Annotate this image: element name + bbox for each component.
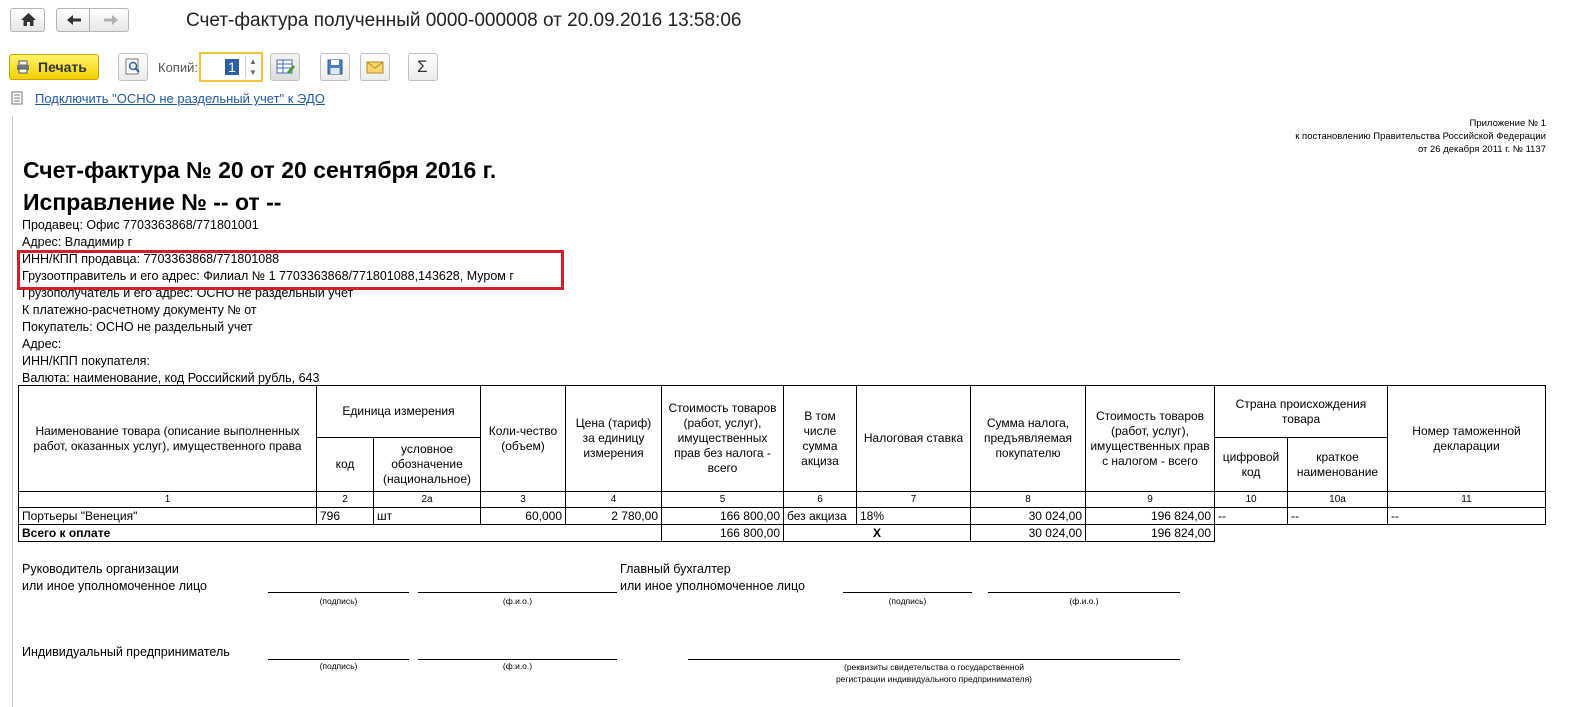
row-price: 2 780,00 xyxy=(566,508,662,525)
total-x: X xyxy=(784,525,971,542)
row-name: Портьеры "Венеция" xyxy=(19,508,317,525)
header-excise: В том числе сумма акциза xyxy=(784,386,857,492)
fio-line xyxy=(988,592,1180,593)
invoice-details xyxy=(22,217,514,387)
header-unit: Единица измерения xyxy=(317,386,481,438)
buyer-inn-line: ИНН/КПП покупателя: xyxy=(22,354,150,368)
column-number: 11 xyxy=(1388,492,1546,508)
arrow-right-icon xyxy=(90,9,130,31)
column-number: 4 xyxy=(566,492,662,508)
header-name: Наименование товара (описание выполненных работ, оказанных услуг), имущественного права xyxy=(19,386,317,492)
header-country-code: цифровой код xyxy=(1215,438,1288,492)
table-edit-icon xyxy=(271,54,299,80)
header-unit-code: код xyxy=(317,438,374,492)
fio-line xyxy=(418,592,617,593)
row-total: 196 824,00 xyxy=(1086,508,1215,525)
header-customs: Номер таможенной декларации xyxy=(1388,386,1546,492)
seller-line: Продавец: Офис 7703363868/771801001 xyxy=(22,218,259,232)
home-icon xyxy=(11,9,46,31)
column-number: 10 xyxy=(1215,492,1288,508)
invoice-table xyxy=(18,385,1546,542)
column-number: 3 xyxy=(481,492,566,508)
currency-line: Валюта: наименование, код Российский рубль, 643 xyxy=(22,371,320,385)
head-label-line: или иное уполномоченное лицо xyxy=(22,579,208,593)
row-cost: 166 800,00 xyxy=(662,508,784,525)
total-tax: 30 024,00 xyxy=(971,525,1086,542)
fio-line xyxy=(418,659,617,660)
head-signature-label xyxy=(22,561,207,595)
column-number: 1 xyxy=(19,492,317,508)
header-tax-sum: Сумма налога, предъявляемая покупателю xyxy=(971,386,1086,492)
signature-caption: (подпись) xyxy=(319,596,358,606)
appendix-line: к постановлению Правительства Российской Федерации xyxy=(1295,131,1546,142)
fio-caption: (ф.и.о.) xyxy=(502,661,533,671)
ip-registration-caption-line: регистрации индивидуального предпринимателя) xyxy=(835,674,1033,684)
envelope-icon xyxy=(361,54,389,80)
accountant-label-line: или иное уполномоченное лицо xyxy=(620,579,806,593)
total-label: Всего к оплате xyxy=(19,525,662,542)
header-unit-symbol: условное обозначение (национальное) xyxy=(374,438,481,492)
copies-label: Копий: xyxy=(158,60,198,75)
row-excise: без акциза xyxy=(784,508,857,525)
sigma-icon: Σ xyxy=(417,57,428,76)
column-number: 6 xyxy=(784,492,857,508)
column-number: 7 xyxy=(857,492,971,508)
header-country-name: краткое наименование xyxy=(1288,438,1388,492)
copies-input[interactable] xyxy=(225,59,239,75)
row-country-code: -- xyxy=(1215,508,1288,525)
signature-caption: (подпись) xyxy=(888,596,927,606)
head-label-line: Руководитель организации xyxy=(22,562,179,576)
preview-icon xyxy=(119,54,147,80)
print-button-label: Печать xyxy=(38,59,87,75)
row-rate: 18% xyxy=(857,508,971,525)
document-border xyxy=(12,116,13,707)
total-sum: 196 824,00 xyxy=(1086,525,1215,542)
back-button[interactable] xyxy=(56,8,90,32)
row-customs: -- xyxy=(1388,508,1546,525)
row-code: 796 xyxy=(317,508,374,525)
correction-title: Исправление № -- от -- xyxy=(23,189,282,215)
fio-caption: (ф.и.о.) xyxy=(1069,596,1099,606)
print-button[interactable] xyxy=(9,54,99,80)
header-qty: Коли-чество (объем) xyxy=(481,386,566,492)
send-email-button[interactable] xyxy=(360,53,390,81)
ip-registration-caption xyxy=(688,661,1180,685)
appendix-line: Приложение № 1 xyxy=(1469,118,1546,129)
empty-cell xyxy=(1215,525,1546,542)
buyer-line: Покупатель: ОСНО не раздельный учет xyxy=(22,320,253,334)
header-tax-rate: Налоговая ставка xyxy=(857,386,971,492)
signature-line xyxy=(268,592,409,593)
accountant-signature-label xyxy=(620,561,805,595)
signature-line xyxy=(268,659,409,660)
header-country: Страна происхождения товара xyxy=(1215,386,1388,438)
signature-line xyxy=(843,592,972,593)
arrow-left-icon xyxy=(57,9,91,31)
table-row xyxy=(19,508,1546,525)
column-number: 5 xyxy=(662,492,784,508)
fio-caption: (ф.и.о.) xyxy=(502,596,533,606)
row-qty: 60,000 xyxy=(481,508,566,525)
payment-doc-line: К платежно-расчетному документу № от xyxy=(22,303,257,317)
column-number: 2а xyxy=(374,492,481,508)
window-title: Счет-фактура полученный 0000-000008 от 20.09.2016 13:58:06 xyxy=(186,10,742,31)
column-numbers-row xyxy=(19,492,1546,508)
spin-arrows-icon[interactable]: ▲ ▼ xyxy=(245,56,260,78)
consignee-line: Грузополучатель и его адрес: ОСНО не раздельный учет xyxy=(22,286,354,300)
highlight-box xyxy=(17,250,564,290)
column-number: 2 xyxy=(317,492,374,508)
floppy-disk-icon xyxy=(321,54,349,80)
signature-caption: (подпись) xyxy=(319,661,358,671)
printer-icon xyxy=(16,60,30,74)
copies-stepper[interactable] xyxy=(199,52,263,82)
buyer-address-line: Адрес: xyxy=(22,337,62,351)
ip-registration-line xyxy=(688,659,1180,660)
invoice-title: Счет-фактура № 20 от 20 сентября 2016 г. xyxy=(23,157,497,183)
seller-address-line: Адрес: Владимир г xyxy=(22,235,133,249)
accountant-label-line: Главный бухгалтер xyxy=(620,562,731,576)
edit-table-button[interactable] xyxy=(270,53,300,81)
header-cost-with-tax: Стоимость товаров (работ, услуг), имущественных прав с налогом - всего xyxy=(1086,386,1215,492)
row-country-name: -- xyxy=(1288,508,1388,525)
preview-button[interactable] xyxy=(118,53,148,81)
sum-button[interactable] xyxy=(408,53,438,81)
connect-edo-link[interactable]: Подключить "ОСНО не раздельный учет" к ЭДО xyxy=(35,91,325,106)
row-tax: 30 024,00 xyxy=(971,508,1086,525)
ip-registration-caption-line: (реквизиты свидетельства о государственной xyxy=(844,662,1024,672)
forward-button[interactable] xyxy=(89,8,129,32)
column-number: 9 xyxy=(1086,492,1215,508)
header-cost-no-tax: Стоимость товаров (работ, услуг), имущественных прав без налога - всего xyxy=(662,386,784,492)
home-button[interactable] xyxy=(10,8,45,32)
edo-icon xyxy=(10,91,26,105)
header-price: Цена (тариф) за единицу измерения xyxy=(566,386,662,492)
seller-inn-line: ИНН/КПП продавца: 7703363868/771801088 xyxy=(22,252,280,266)
appendix-note xyxy=(1295,117,1546,156)
shipper-line: Грузоотправитель и его адрес: Филиал № 1 7703363868/771801088,143628, Муром г xyxy=(22,269,514,283)
appendix-line: от 26 декабря 2011 г. № 1137 xyxy=(1417,144,1546,155)
column-number: 8 xyxy=(971,492,1086,508)
total-row xyxy=(19,525,1546,542)
row-unit: шт xyxy=(374,508,481,525)
ip-signature-label: Индивидуальный предприниматель xyxy=(22,645,230,659)
total-cost: 166 800,00 xyxy=(662,525,784,542)
column-number: 10а xyxy=(1288,492,1388,508)
save-button[interactable] xyxy=(320,53,350,81)
